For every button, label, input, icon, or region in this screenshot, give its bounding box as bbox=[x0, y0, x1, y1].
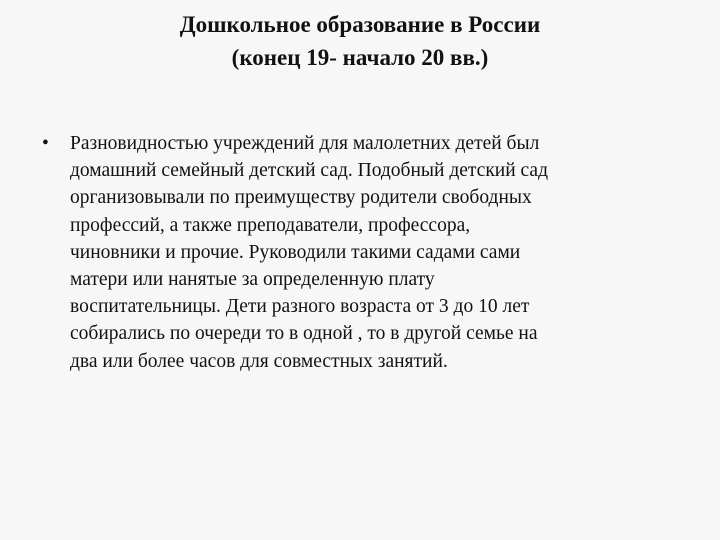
slide-title bbox=[0, 8, 720, 74]
bullet-text-line: профессий, а также преподаватели, профессора, bbox=[70, 214, 471, 236]
bullet-text-line: матери или нанятые за определенную плату bbox=[70, 269, 435, 291]
bullet-text-line: воспитательницы. Дети разного возраста от 3 до 10 лет bbox=[70, 296, 530, 318]
bullet-text-line: два или более часов для совместных занятий. bbox=[70, 350, 448, 372]
bullet-text-line: Разновидностью учреждений для малолетних детей был bbox=[70, 133, 540, 154]
title-line-1: Дошкольное образование в России bbox=[179, 12, 541, 37]
bullet-icon: • bbox=[42, 133, 49, 154]
bullet-text-line: домашний семейный детский сад. Подобный детский сад bbox=[70, 160, 549, 182]
bullet-text-line: собирались по очереди то в одной , то в другой семье на bbox=[70, 323, 538, 345]
bullet-text-line: чиновники и прочие. Руководили такими садами сами bbox=[70, 241, 521, 263]
bullet-item bbox=[42, 130, 662, 375]
slide-body bbox=[42, 130, 662, 375]
title-line-2: (конец 19- начало 20 вв.) bbox=[231, 45, 489, 70]
bullet-text-line: организовывали по преимуществу родители свободных bbox=[70, 187, 532, 209]
